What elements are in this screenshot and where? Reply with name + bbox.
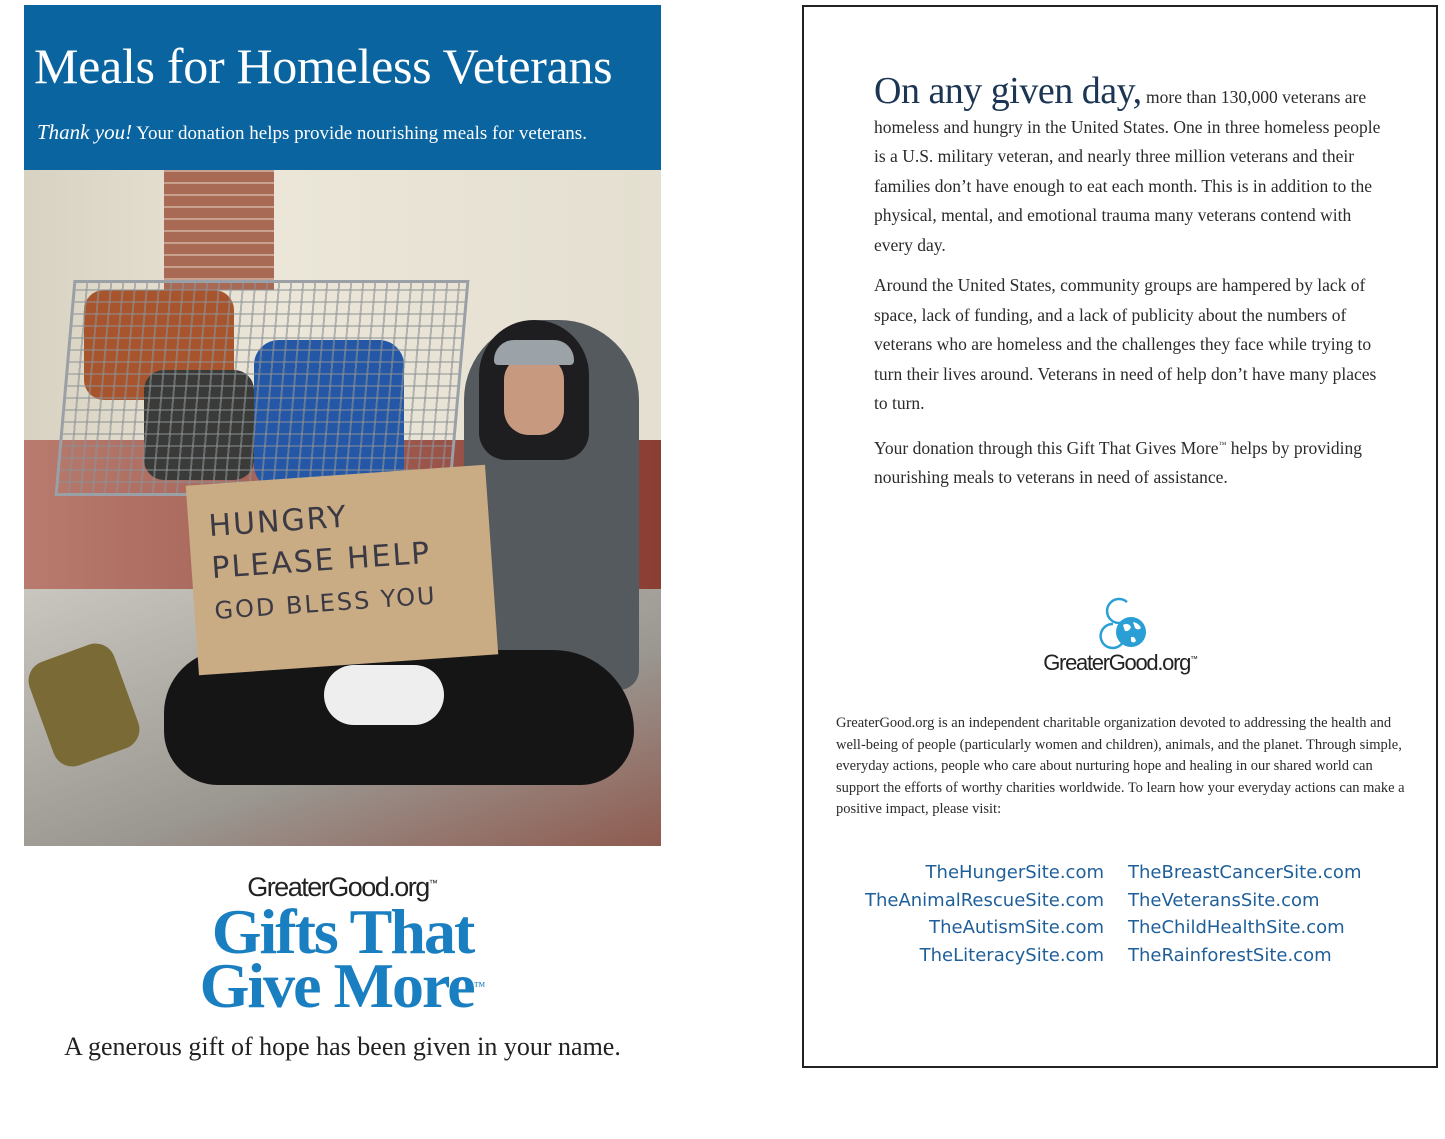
card-subtitle: [37, 120, 587, 145]
about-text: GreaterGood.org is an independent charitable organization devoted to addressing the health and well-being of people (particularly women and children), animals, and the planet. Through simple, everyday actions, people who care about nurturing hope and healing in our shared world can support the efforts of worthy charities worldwide. To learn how your everyday actions can make a positive impact, please visit:: [836, 715, 1405, 817]
gifts-line-1: Gifts That: [211, 896, 474, 967]
tagline: A generous gift of hope has been given in your name.: [64, 1032, 621, 1061]
tm-mark: ™: [473, 979, 486, 993]
link-child-health-site[interactable]: TheChildHealthSite.com: [1128, 917, 1345, 938]
link-literacy-site[interactable]: TheLiteracySite.com: [919, 944, 1104, 966]
thank-you-text: Thank you!: [37, 120, 133, 144]
link-breast-cancer-site[interactable]: TheBreastCancerSite.com: [1128, 862, 1362, 883]
paragraph-1: more than 130,000 veterans are homeless and hungry in the United States. One in three homeless people is a U.S. military veteran, and nearly three million veterans and their families don’t have enough to eat each month. This is in addition to the physical, mental, and emotional trauma many veterans contend with every day.: [874, 87, 1381, 255]
globe-icon: [1091, 592, 1149, 650]
shopping-cart: [55, 280, 470, 496]
paragraph-3: [874, 430, 1384, 493]
gifts-logo: [24, 872, 661, 1021]
gifts-line-2: Give More: [199, 950, 474, 1021]
sign-line: HUNGRY: [207, 499, 350, 545]
cardboard-sign: [186, 465, 499, 675]
lead-heading: On any given day,: [874, 70, 1142, 112]
link-rainforest-site[interactable]: TheRainforestSite.com: [1128, 944, 1332, 966]
title-banner: [24, 5, 661, 170]
link-hunger-site[interactable]: TheHungerSite.com: [925, 862, 1104, 883]
p3-text: helps by providing nourishing meals to veterans in need of assistance.: [874, 437, 1362, 487]
body-text: [874, 70, 1384, 503]
card-front: [24, 5, 661, 846]
greatergood-wordmark: GreaterGood.org: [1043, 650, 1191, 675]
sign-line: GOD BLESS YOU: [213, 581, 438, 625]
link-veterans-site[interactable]: TheVeteransSite.com: [1128, 889, 1320, 911]
link-animal-rescue-site[interactable]: TheAnimalRescueSite.com: [864, 889, 1104, 911]
card-title: Meals for Homeless Veterans: [34, 38, 613, 94]
site-links: [804, 859, 1436, 969]
subtitle-text: Your donation helps provide nourishing meals for veterans.: [132, 123, 587, 144]
greatergood-wordmark: GreaterGood.org: [247, 872, 429, 902]
tm-mark: ™: [1190, 654, 1197, 664]
paragraph-2: Around the United States, community groups are hampered by lack of space, lack of funding, and a lack of publicity about the numbers of veterans who are homeless and the challenges they face while trying to turn their lives around. Veterans in need of help don’t have many places to turn.: [874, 275, 1377, 413]
p3-text: Your donation through this Gift That Gives More: [874, 437, 1219, 458]
link-autism-site[interactable]: TheAutismSite.com: [929, 917, 1104, 938]
card-back: [802, 5, 1438, 1068]
tm-mark: ™: [428, 878, 438, 888]
veteran-photo: [24, 170, 661, 846]
greatergood-logo: [804, 592, 1436, 676]
sign-line: PLEASE HELP: [210, 535, 433, 587]
tm-mark: ™: [1218, 439, 1227, 449]
